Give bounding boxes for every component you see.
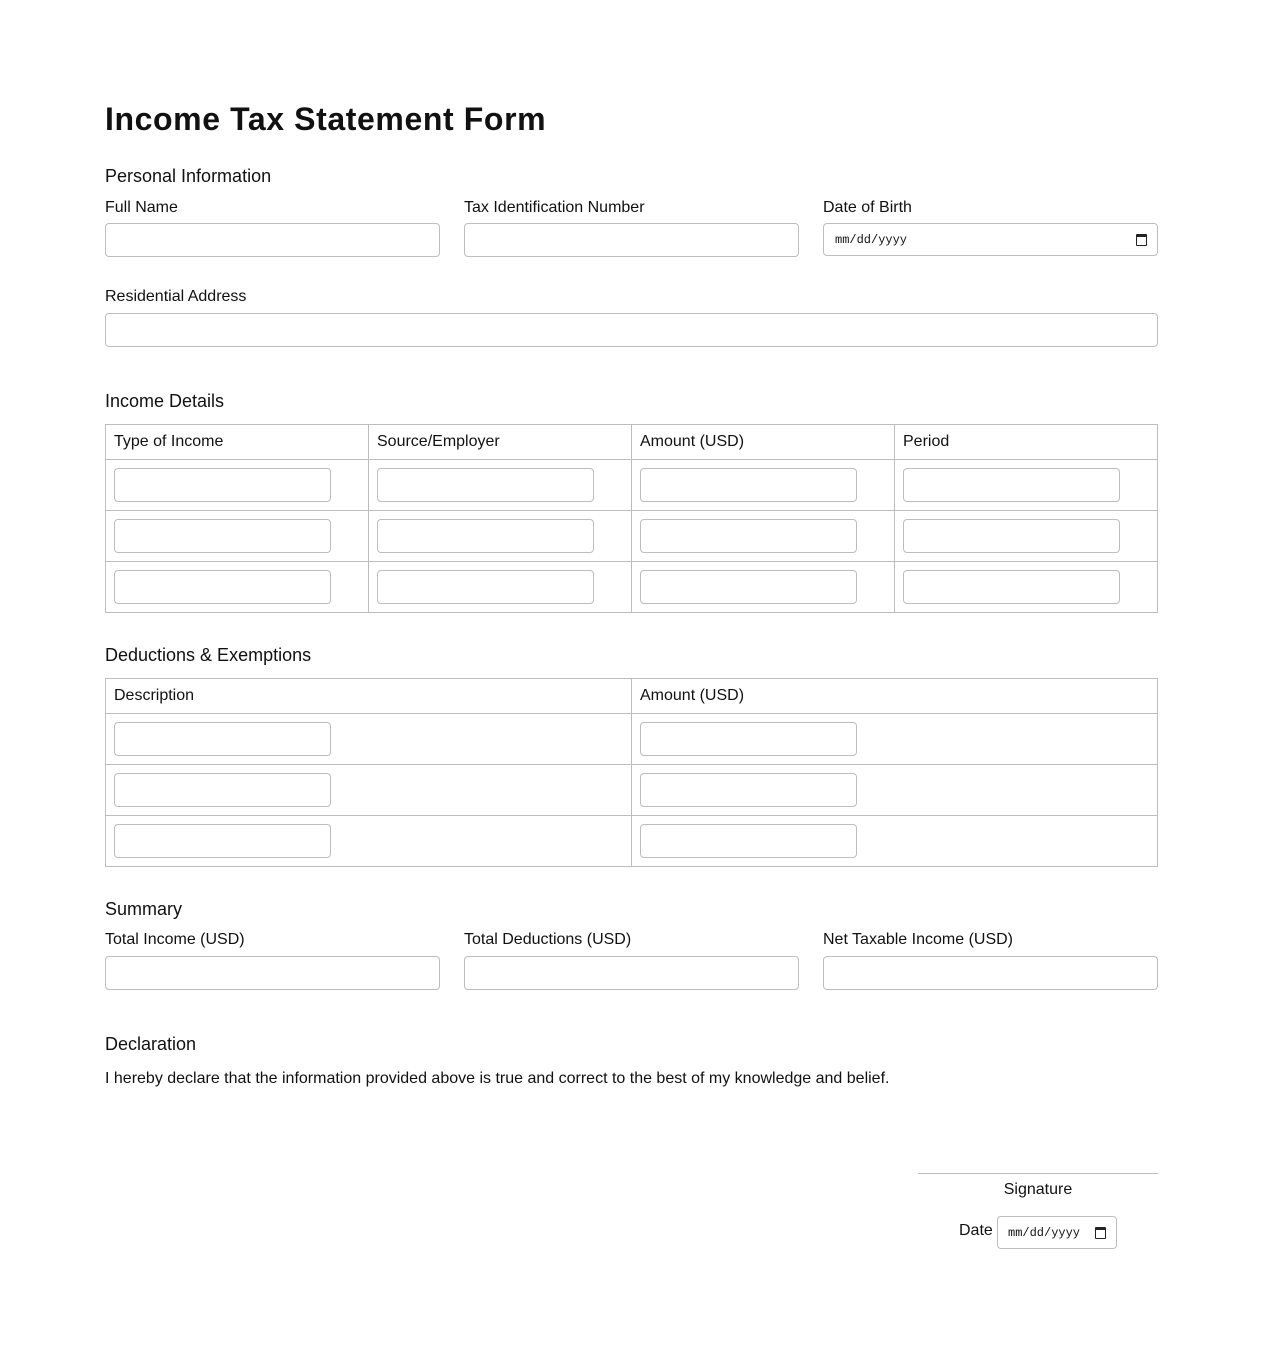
declaration-text: I hereby declare that the information provided above is true and correct to the best of my knowledge and belief. [105, 1070, 890, 1087]
col-header: Type of Income [106, 425, 369, 460]
full-name-input[interactable] [105, 223, 440, 257]
date-placeholder: mm/dd/yyyy [1008, 1225, 1081, 1240]
deduction-amount-input[interactable] [640, 722, 857, 756]
col-header: Period [895, 425, 1158, 460]
deduction-description-input[interactable] [114, 824, 331, 858]
income-heading: Income Details [105, 391, 225, 411]
income-type-input[interactable] [114, 570, 331, 604]
income-amount-input[interactable] [640, 519, 857, 553]
income-source-input[interactable] [377, 519, 594, 553]
table-row [106, 765, 1158, 816]
income-period-input[interactable] [903, 468, 1120, 502]
total-deductions-input[interactable] [464, 956, 799, 990]
dob-input[interactable] [823, 223, 1158, 256]
deduction-amount-input[interactable] [640, 824, 857, 858]
deductions-table [105, 678, 1158, 867]
deduction-description-input[interactable] [114, 722, 331, 756]
total-deductions-label: Total Deductions (USD) [464, 931, 632, 948]
net-taxable-label: Net Taxable Income (USD) [823, 931, 1013, 948]
calendar-icon[interactable] [1095, 1227, 1106, 1239]
tin-input[interactable] [464, 223, 799, 257]
income-table [105, 424, 1158, 613]
col-header: Amount (USD) [632, 679, 1158, 714]
table-row [106, 460, 1158, 511]
table-row [106, 816, 1158, 867]
total-income-label: Total Income (USD) [105, 931, 245, 948]
tin-label: Tax Identification Number [464, 199, 645, 216]
calendar-icon[interactable] [1136, 234, 1147, 246]
personal-heading: Personal Information [105, 166, 272, 186]
full-name-label: Full Name [105, 199, 178, 216]
col-header: Amount (USD) [632, 425, 895, 460]
address-input[interactable] [105, 313, 1158, 347]
income-source-input[interactable] [377, 468, 594, 502]
deduction-amount-input[interactable] [640, 773, 857, 807]
address-label: Residential Address [105, 288, 247, 305]
deductions-heading: Deductions & Exemptions [105, 645, 312, 665]
summary-heading: Summary [105, 899, 183, 919]
income-amount-input[interactable] [640, 468, 857, 502]
income-type-input[interactable] [114, 519, 331, 553]
signature-label: Signature [1003, 1181, 1073, 1198]
net-taxable-input[interactable] [823, 956, 1158, 990]
table-row [106, 511, 1158, 562]
signature-line [918, 1173, 1158, 1174]
table-row [106, 714, 1158, 765]
table-row [106, 562, 1158, 613]
date-label: Date [959, 1222, 993, 1239]
income-period-input[interactable] [903, 519, 1120, 553]
deduction-description-input[interactable] [114, 773, 331, 807]
declaration-heading: Declaration [105, 1034, 197, 1054]
income-type-input[interactable] [114, 468, 331, 502]
signature-date-input[interactable] [997, 1216, 1117, 1249]
dob-placeholder: mm/dd/yyyy [835, 232, 908, 247]
dob-label: Date of Birth [823, 199, 912, 216]
income-amount-input[interactable] [640, 570, 857, 604]
table-header-row [106, 425, 1158, 460]
total-income-input[interactable] [105, 956, 440, 990]
page-title: Income Tax Statement Form [105, 101, 547, 137]
col-header: Source/Employer [369, 425, 632, 460]
table-header-row [106, 679, 1158, 714]
income-period-input[interactable] [903, 570, 1120, 604]
col-header: Description [106, 679, 632, 714]
income-source-input[interactable] [377, 570, 594, 604]
